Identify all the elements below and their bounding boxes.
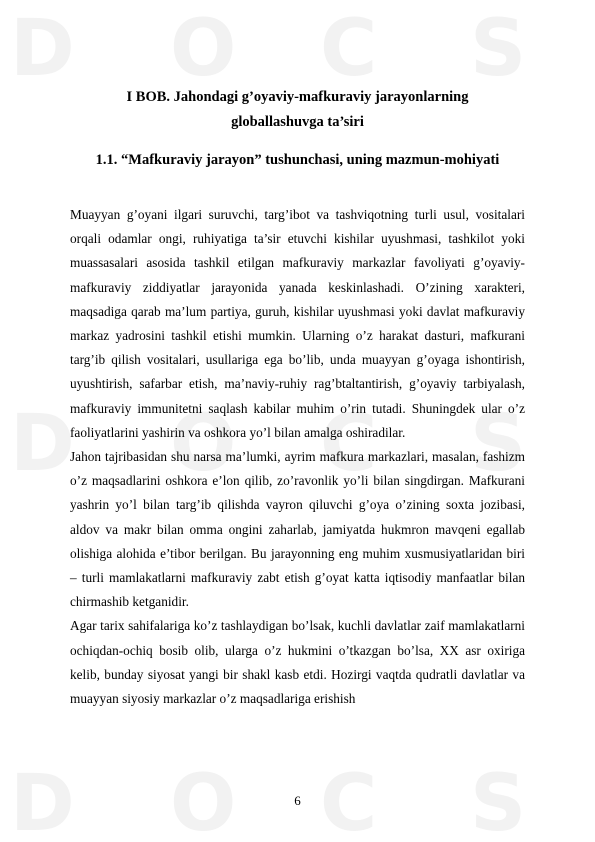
svg-text:C: C (320, 399, 378, 489)
svg-text:D: D (10, 4, 75, 94)
page-number: 6 (294, 793, 301, 808)
section-title: 1.1. “Mafkuraviy jarayon” tushunchasi, uning mazmun-mohiyati (95, 152, 500, 168)
paragraph: Jahon tajribasidan shu narsa ma’lumki, ayrim mafkura markazlari, masalan, fashizm o’z maqsadlarini oshkora e’lon qilib, zo’ravonlik yo’li bilan singdirgan. Mafkurani yashrin yo’l bilan targ’ib qilishda vayron qiluvchi g’oya o’zining soxta jozibasi, aldov va makr bilan omma ongini zaharlab, jamiyatda hukmron mavqeni egallab olishiga alohida e’tibor berilgan. Bu jarayonning eng muhim xusmusiyatlaridan biri – turli mamlakatlarni mafkuraviy zabt etish g’oyat katta iqtisodiy manfaatlar bilan chirmashib ketganidir. (70, 449, 525, 610)
chapter-title-line1: I BOB. Jahondagi g’oyaviy-mafkuraviy jarayonlarning (126, 89, 469, 105)
svg-text:S: S (470, 399, 527, 489)
body-text (70, 203, 525, 711)
svg-text:D: D (10, 399, 75, 489)
svg-text:O: O (170, 4, 237, 94)
paragraph: Muayyan g’oyani ilgari suruvchi, targ’ibot va tashviqotning turli usul, vositalari orqali odamlar ongi, ruhiyatiga ta’sir etuvchi kishilar uyushmasi, tashkilot yoki muassasalari asosida tashkil etilgan mafkuraviy markazlar favoliyati g’oyaviy-mafkuraviy ziddiyatlar jarayonida yanada keskinlashadi. O’zining xarakteri, maqsadiga qarab ma’lum partiya, guruh, kishilar uyushmasi yoki davlat mafkuraviy markaz yadrosini tashkil etishi mumkin. Ularning o’z harakat dasturi, mafkurani targ’ib qilish vositalari, usullariga ega bo’lib, unda muayyan g’oyaga ishontirish, uyushtirish, safarbar etish, ma’naviy-ruhiy rag’btaltantirish, g’oyaviy tarbiyalash, mafkuraviy immunitetni saqlash kabilar muhim o’rin tutadi. Shuningdek ular o’z faoliyatlarini yashirin va oshkora yo’l bilan amalga oshiradilar. (70, 207, 525, 440)
svg-text:C: C (320, 4, 378, 94)
chapter-title (60, 85, 535, 135)
svg-text:O: O (170, 759, 237, 842)
svg-text:C: C (320, 759, 378, 842)
svg-text:O: O (170, 399, 237, 489)
svg-text:S: S (470, 4, 527, 94)
svg-text:D: D (10, 759, 75, 842)
svg-text:S: S (470, 759, 527, 842)
chapter-title-line2: globallashuvga ta’siri (231, 114, 364, 130)
paragraph: Agar tarix sahifalariga ko’z tashlaydigan bo’lsak, kuchli davlatlar zaif mamlakatlarni ochiqdan-ochiq bosib olib, ularga o’z hukmini o’tkazgan bo’lsa, XX asr oxiriga kelib, bunday siyosat yangi bir shakl kasb etdi. Hozirgi vaqtda qudratli davlatlar va muayyan siyosiy markazlar o’z maqsadlariga erishish (70, 618, 525, 707)
